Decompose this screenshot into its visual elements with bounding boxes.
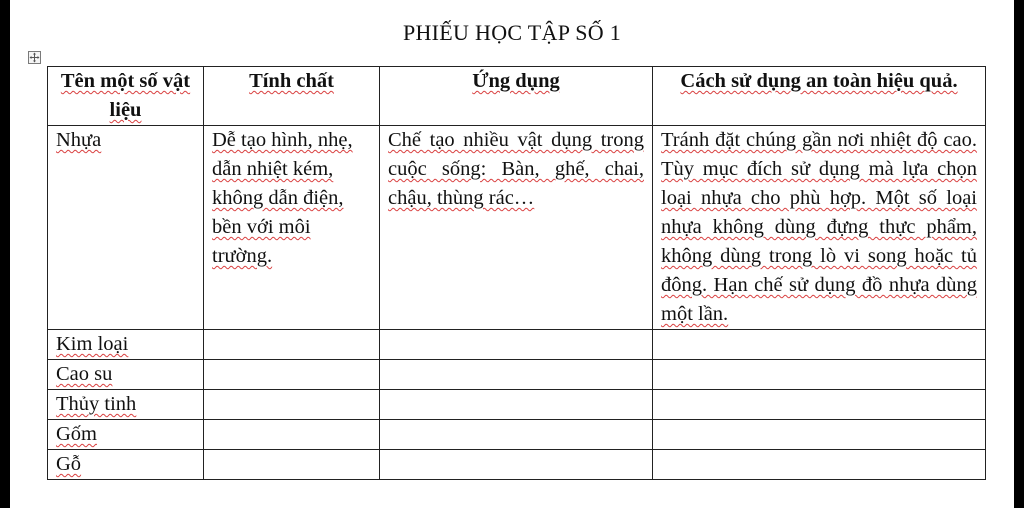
table-row <box>48 360 986 390</box>
safe-use-cell[interactable] <box>653 360 986 390</box>
material-cell[interactable]: Kim loại <box>48 330 204 360</box>
material-cell[interactable]: Gỗ <box>48 450 204 480</box>
safe-use-cell[interactable] <box>653 420 986 450</box>
material-cell[interactable]: Thủy tinh <box>48 390 204 420</box>
property-cell[interactable] <box>204 330 380 360</box>
property-cell[interactable] <box>204 390 380 420</box>
application-cell[interactable] <box>380 420 653 450</box>
table-row <box>48 450 986 480</box>
table-row <box>48 420 986 450</box>
property-cell[interactable] <box>204 450 380 480</box>
header-property: Tính chất <box>204 67 380 126</box>
safe-use-cell[interactable]: Tránh đặt chúng gần nơi nhiệt độ cao. Tùy mục đích sử dụng mà lựa chọn loại nhựa cho phù hợp. Một số loại nhựa không dùng đựng thực phẩm, không dùng trong lò vi song hoặc tủ đông. Hạn chế sử dụng đồ nhựa dùng một lần. <box>653 126 986 330</box>
table-move-handle-icon[interactable] <box>28 51 41 64</box>
property-cell[interactable]: Dễ tạo hình, nhẹ, dẫn nhiệt kém, không dẫn điện, bền với môi trường. <box>204 126 380 330</box>
application-cell[interactable] <box>380 360 653 390</box>
header-safe-use: Cách sử dụng an toàn hiệu quả. <box>653 67 986 126</box>
application-cell[interactable]: Chế tạo nhiều vật dụng trong cuộc sống: Bàn, ghế, chai, chậu, thùng rác… <box>380 126 653 330</box>
application-cell[interactable] <box>380 330 653 360</box>
safe-use-cell[interactable] <box>653 390 986 420</box>
worksheet-table <box>47 66 986 480</box>
page-title: PHIẾU HỌC TẬP SỐ 1 <box>402 20 622 45</box>
table-row <box>48 390 986 420</box>
table-header-row <box>48 67 986 126</box>
table-row <box>48 330 986 360</box>
material-cell[interactable]: Nhựa <box>48 126 204 330</box>
application-cell[interactable] <box>380 450 653 480</box>
material-cell[interactable]: Gốm <box>48 420 204 450</box>
header-application: Ứng dụng <box>380 67 653 126</box>
property-cell[interactable] <box>204 420 380 450</box>
document-page <box>10 0 1014 508</box>
material-cell[interactable]: Cao su <box>48 360 204 390</box>
application-cell[interactable] <box>380 390 653 420</box>
safe-use-cell[interactable] <box>653 330 986 360</box>
safe-use-cell[interactable] <box>653 450 986 480</box>
property-cell[interactable] <box>204 360 380 390</box>
header-material: Tên một số vật liệu <box>48 67 204 126</box>
table-row <box>48 126 986 330</box>
